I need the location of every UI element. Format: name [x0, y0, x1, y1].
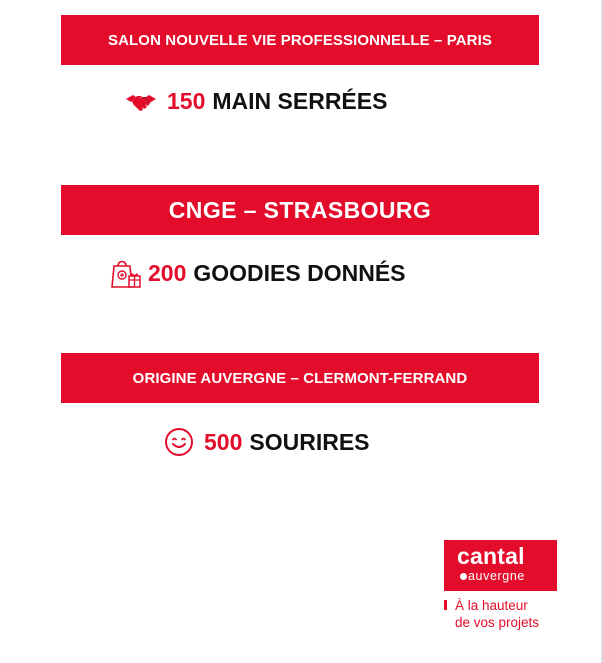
stat-label: GOODIES DONNÉS — [193, 259, 406, 286]
event-stat-handshakes — [125, 88, 387, 115]
event-banner-paris — [61, 15, 539, 65]
logo-subtitle-text: auvergne — [468, 569, 525, 583]
event-banner-clermont — [61, 353, 539, 403]
tagline-accent-bar — [444, 600, 447, 610]
event-banner-title: CNGE – STRASBOURG — [168, 196, 432, 223]
logo-dot-icon — [460, 573, 467, 580]
handshake-icon — [125, 91, 157, 113]
event-stat-smiles — [164, 427, 370, 457]
logo-subtitle — [460, 569, 525, 583]
logo-wordmark: cantal — [457, 543, 525, 569]
stat-label: SOURIRES — [249, 428, 370, 455]
tagline — [455, 597, 539, 631]
stat-label: MAIN SERRÉES — [212, 88, 388, 114]
event-banner-strasbourg — [61, 185, 539, 235]
stat-number: 200 — [148, 259, 187, 286]
smiley-icon — [164, 427, 194, 457]
stat-number: 500 — [204, 428, 243, 455]
tagline-line-2: de vos projets — [455, 615, 540, 630]
event-banner-title: ORIGINE AUVERGNE – CLERMONT-FERRAND — [132, 369, 468, 387]
event-banner-title: SALON NOUVELLE VIE PROFESSIONNELLE – PARIS — [108, 31, 492, 49]
gift-bag-icon — [110, 256, 142, 290]
cantal-auvergne-logo — [444, 540, 557, 591]
tagline-line-1: À la hauteur — [455, 598, 528, 613]
stat-number: 150 — [167, 88, 206, 114]
event-stat-goodies — [110, 256, 406, 290]
